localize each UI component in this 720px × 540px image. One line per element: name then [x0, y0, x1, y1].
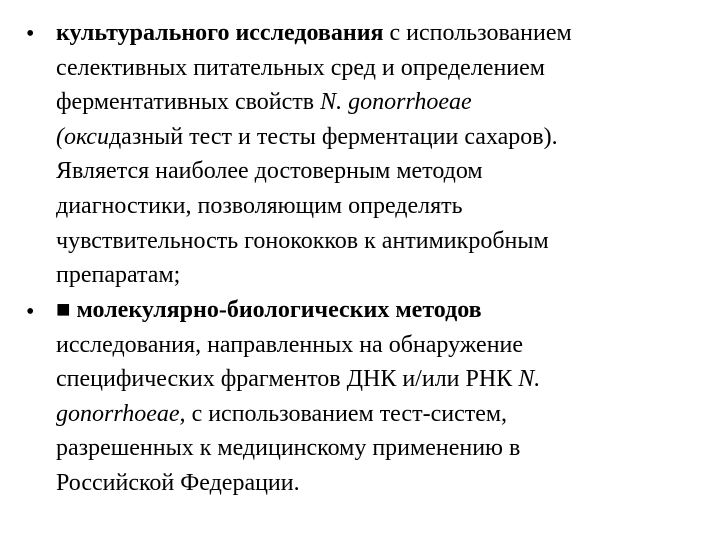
bullet-marker-1: •: [26, 21, 35, 47]
text-run: N. gonorrhoeae: [320, 89, 472, 116]
text-line: [56, 466, 696, 501]
text-run: исследования, направленных на обнаружение: [56, 331, 524, 358]
text-line: [56, 293, 696, 328]
bullet-item-molecular: [56, 293, 696, 501]
text-run: (окси: [56, 123, 109, 150]
text-line: [56, 431, 696, 466]
text-line: [56, 362, 696, 397]
text-line: [56, 189, 696, 224]
text-line: [56, 16, 696, 51]
text-run: ■ молекулярно-биологических методов: [56, 297, 482, 323]
text-run: культурального исследования: [56, 20, 384, 46]
text-line: [56, 397, 696, 432]
text-run: препаратам;: [56, 262, 181, 289]
text-run: ферментативных свойств: [56, 89, 321, 116]
text-run: специфических фрагментов ДНК и/или РНК: [56, 366, 519, 393]
text-run: с использованием: [383, 20, 572, 46]
text-line: [56, 224, 696, 259]
text-line: [56, 328, 696, 363]
text-line: [56, 258, 696, 293]
text-run: диагностики, позволяющим определять: [56, 192, 463, 219]
text-line: [56, 154, 696, 189]
text-run: Является наиболее достоверным методом: [56, 158, 483, 185]
text-run: с использованием тест-систем,: [185, 400, 508, 427]
text-run: чувствительность гонококков к антимикробным: [56, 227, 549, 254]
text-line: [56, 120, 696, 155]
text-line: [56, 51, 696, 86]
text-run: разрешенных к медицинскому применению в: [56, 435, 521, 462]
bullet-item-cultural: [56, 16, 696, 293]
text-run: Российской Федерации.: [56, 469, 300, 496]
text-run: дазный тест и тесты ферментации сахаров).: [108, 123, 558, 150]
text-run: селективных питательных сред и определением: [56, 54, 545, 81]
bullet-marker-2: •: [26, 299, 35, 325]
text-run: N.: [518, 366, 541, 393]
text-run: gonorrhoeae,: [56, 400, 186, 427]
text-line: [56, 85, 696, 120]
